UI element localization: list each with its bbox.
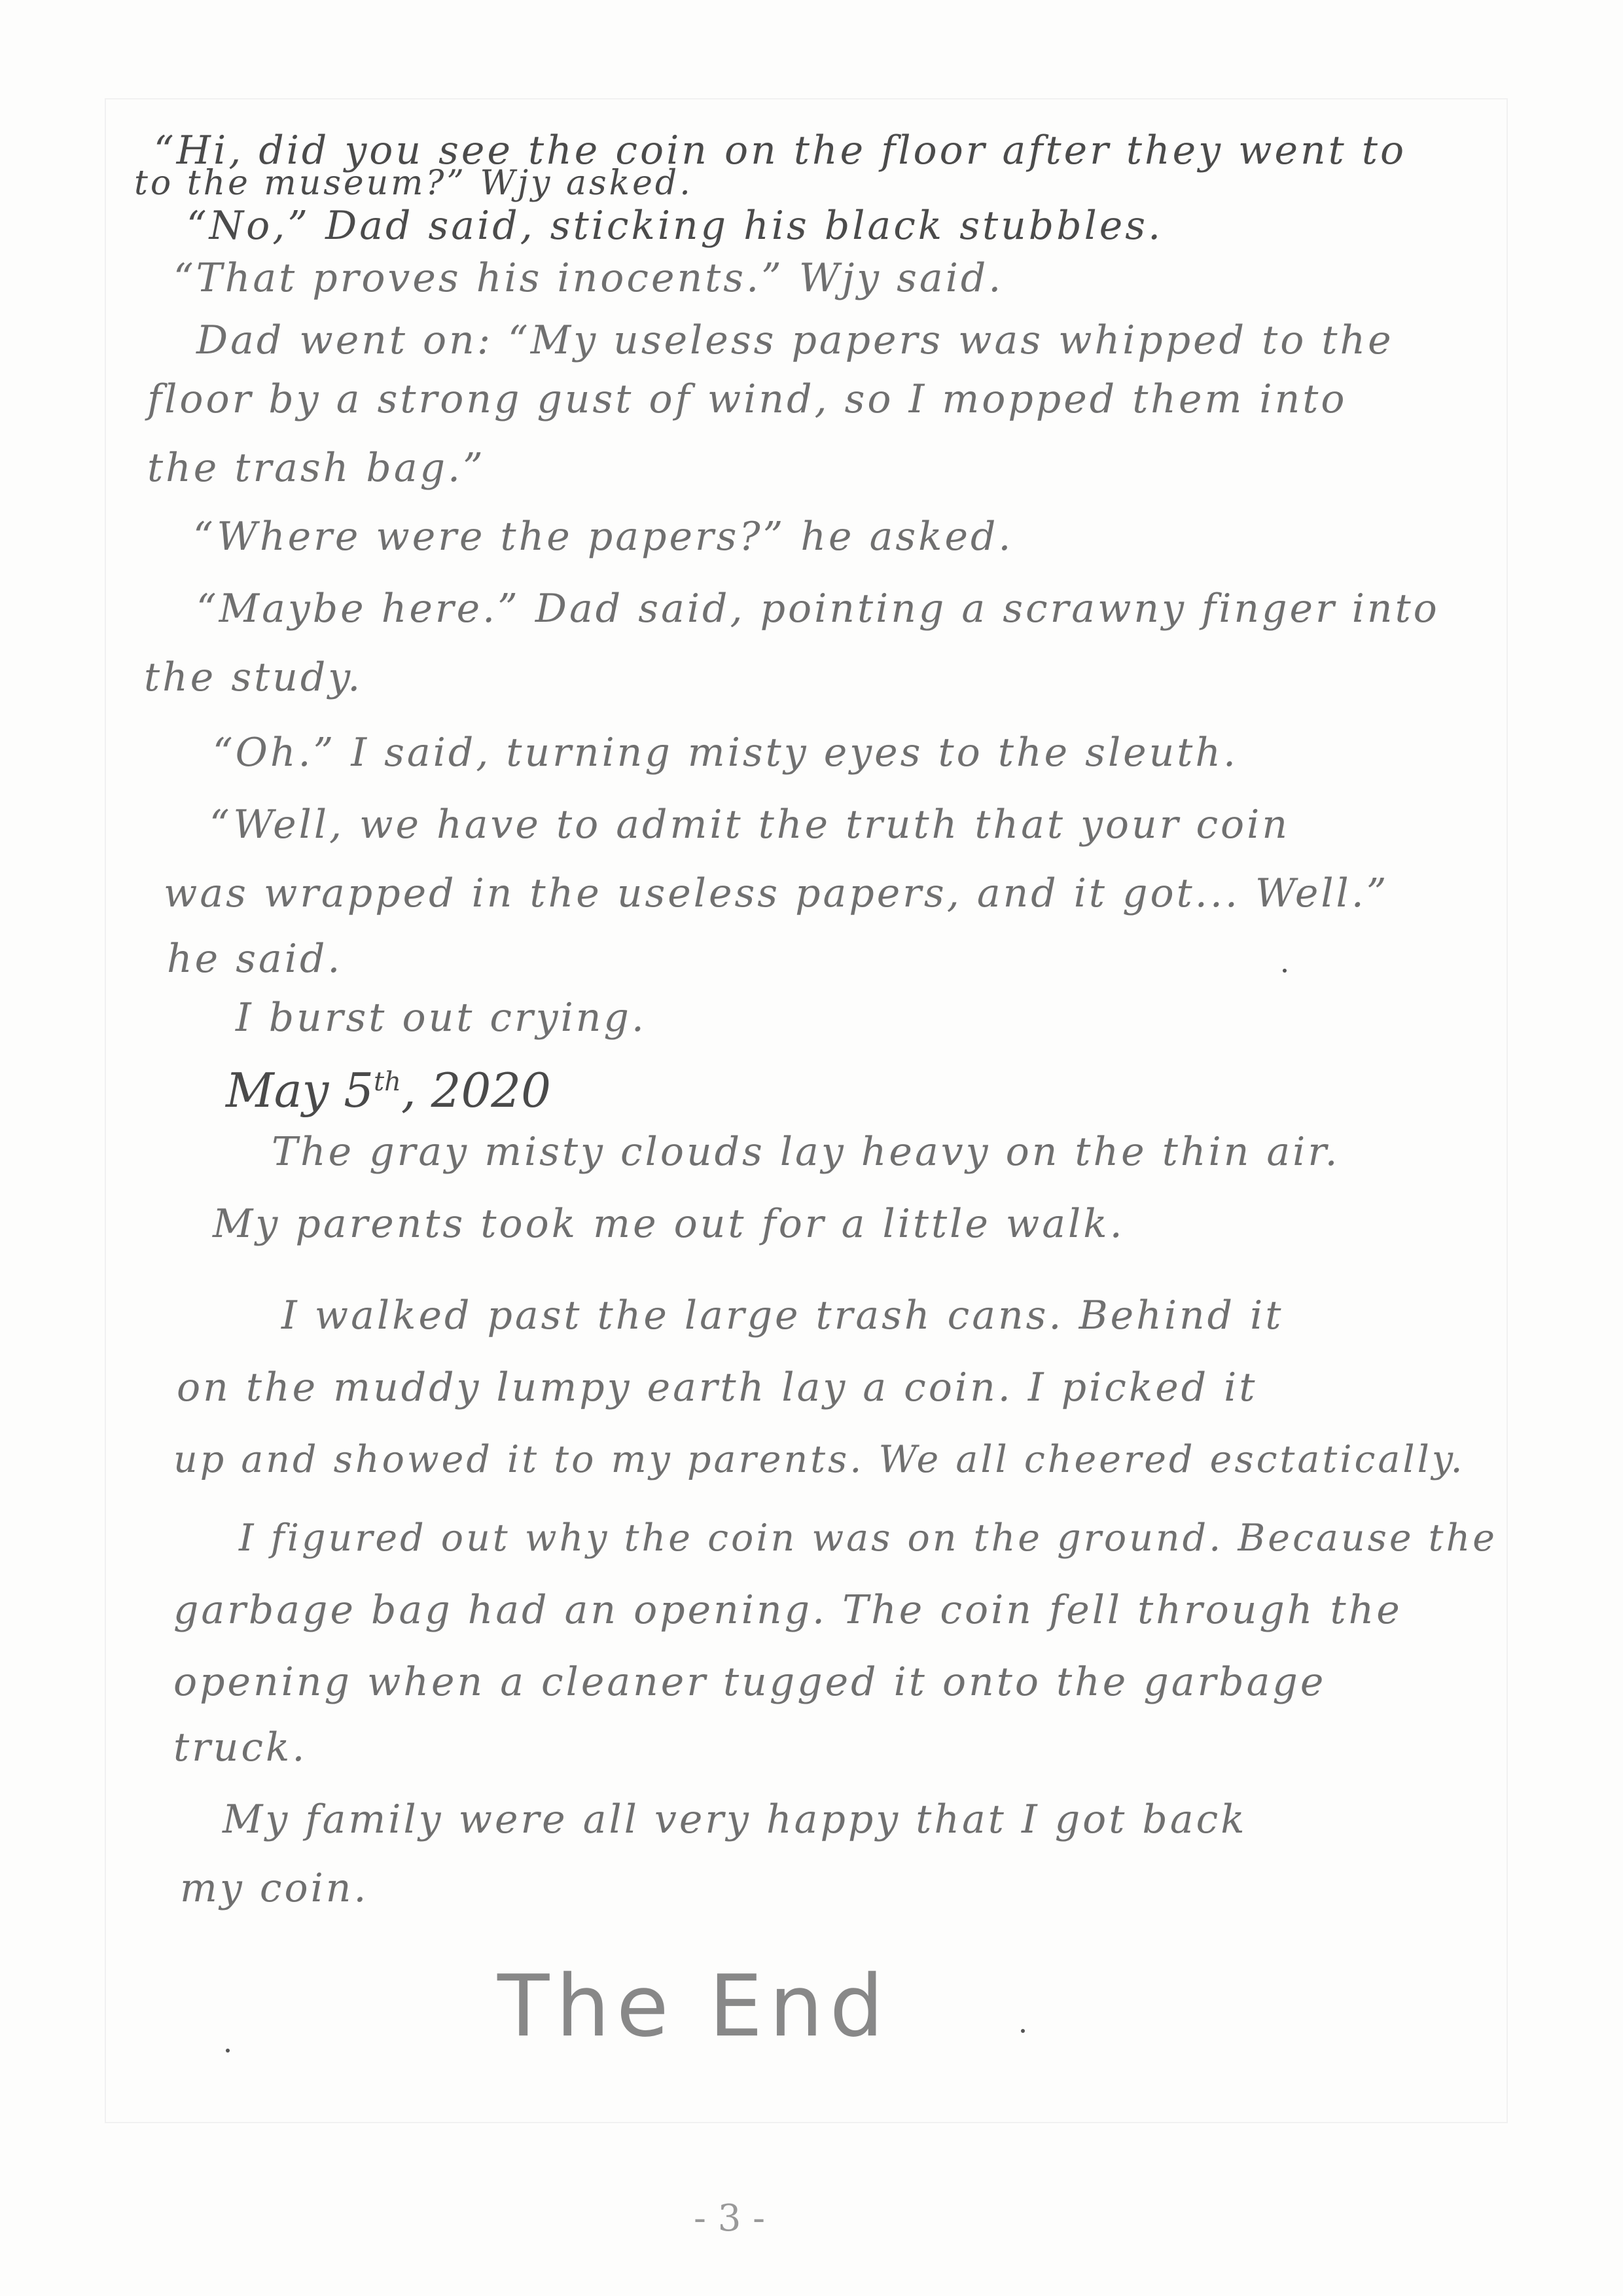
- stray-mark: [1283, 969, 1287, 973]
- stray-mark: [1021, 2029, 1025, 2033]
- text-line: “That proves his inocents.” Wjy said.: [173, 255, 1004, 301]
- text-line: opening when a cleaner tugged it onto the garbage: [173, 1659, 1327, 1705]
- text-line: “Well, we have to admit the truth that your coin: [209, 802, 1291, 848]
- text-line: garbage bag had an opening. The coin fell through the: [173, 1587, 1402, 1633]
- text-line: truck.: [173, 1725, 308, 1770]
- text-line: to the museum?” Wjy asked.: [134, 164, 693, 203]
- text-line: was wrapped in the useless papers, and it got... Well.”: [164, 870, 1389, 916]
- date-year: , 2020: [401, 1063, 551, 1118]
- text-line: “Where were the papers?” he asked.: [193, 514, 1014, 560]
- text-line: I figured out why the coin was on the ground. Because the: [239, 1516, 1498, 1560]
- text-line: he said.: [167, 936, 343, 982]
- text-line: The gray misty clouds lay heavy on the thin air.: [272, 1129, 1340, 1175]
- text-line: “Hi, did you see the coin on the floor after they went to: [154, 128, 1407, 173]
- text-line: “Maybe here.” Dad said, pointing a scrawny finger into: [196, 586, 1440, 632]
- text-line: “No,” Dad said, sticking his black stubbles.: [187, 203, 1164, 249]
- date-month-day: May 5: [226, 1063, 374, 1118]
- text-line: My parents took me out for a little walk.: [213, 1201, 1125, 1247]
- text-line: my coin.: [180, 1865, 369, 1911]
- text-line: I walked past the large trash cans. Behind it: [281, 1293, 1284, 1338]
- text-line: on the muddy lumpy earth lay a coin. I picked it: [177, 1365, 1258, 1410]
- text-line: the study.: [144, 655, 363, 700]
- text-line: up and showed it to my parents. We all cheered esctatically.: [173, 1438, 1465, 1481]
- the-end-heading: The End: [497, 1956, 891, 2056]
- stray-mark: [226, 2049, 230, 2053]
- text-line: floor by a strong gust of wind, so I mopped them into: [147, 376, 1347, 422]
- text-line: I burst out crying.: [236, 995, 647, 1041]
- text-line: My family were all very happy that I got back: [223, 1797, 1247, 1842]
- text-line: “Oh.” I said, turning misty eyes to the sleuth.: [213, 730, 1239, 776]
- text-line: Dad went on: “My useless papers was whipped to the: [196, 317, 1394, 363]
- diary-date: [226, 1052, 551, 1120]
- date-ordinal-suffix: th: [374, 1067, 401, 1097]
- page-number: - 3 -: [694, 2197, 766, 2240]
- text-line: the trash bag.”: [147, 445, 486, 491]
